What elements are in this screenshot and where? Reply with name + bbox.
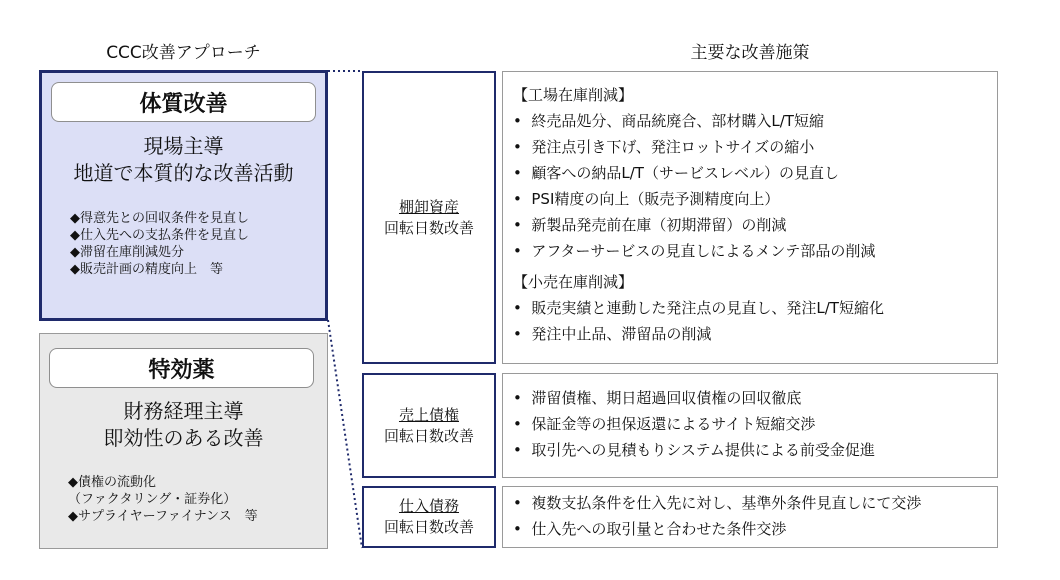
measures-payables	[502, 486, 998, 548]
measures-inventory	[502, 71, 998, 364]
category-receivables	[362, 373, 496, 478]
bullet-item: ◆債権の流動化	[68, 475, 156, 490]
measure-line: • 発注点引き下げ、発注ロットサイズの縮小	[513, 138, 815, 156]
category-sublabel: 回転日数改善	[383, 518, 474, 536]
approach-structural-panel	[39, 70, 328, 321]
measures-receivables	[502, 373, 998, 478]
approach-quickfix-panel	[39, 333, 328, 549]
measure-line: • PSI精度の向上（販売予測精度向上）	[513, 190, 780, 208]
category-label: 売上債権	[398, 405, 459, 424]
bullet-item: ◆販売計画の精度向上 等	[70, 262, 223, 277]
measure-line: • 発注中止品、滞留品の削減	[513, 325, 712, 343]
bullet-item: ◆得意先との回収条件を見直し	[70, 211, 249, 226]
bullet-item: ◆サプライヤーファイナンス 等	[68, 509, 258, 524]
measure-line: 【工場在庫削減】	[513, 86, 634, 104]
measure-line: • 保証金等の担保返還によるサイト短縮交渉	[513, 415, 816, 433]
bullet-item: （ファクタリング・証券化）	[68, 492, 237, 507]
approach-structural-lead	[42, 133, 325, 187]
connector-bottom	[328, 320, 362, 548]
lead-line: 地道で本質的な改善活動	[73, 161, 294, 185]
measure-line: • 複数支払条件を仕入先に対し、基準外条件見直しにて交渉	[513, 494, 922, 512]
measure-line: 【小売在庫削減】	[513, 273, 634, 291]
measure-line: • 取引先への見積もりシステム提供による前受金促進	[513, 441, 875, 459]
measure-line: • 終売品処分、商品統廃合、部材購入L/T短縮	[513, 112, 824, 130]
lead-line: 即効性のある改善	[103, 426, 264, 450]
category-label: 棚卸資産	[398, 197, 459, 216]
measure-line: • 新製品発売前在庫（初期滞留）の削減	[513, 216, 787, 234]
approach-quickfix-bullets	[68, 474, 258, 525]
category-sublabel: 回転日数改善	[383, 218, 474, 237]
category-inventory	[362, 71, 496, 364]
measure-line: • 販売実績と連動した発注点の見直し、発注L/T短縮化	[513, 299, 884, 317]
bullet-item: ◆滞留在庫削減処分	[70, 245, 184, 260]
approach-structural-title: 体質改善	[51, 82, 316, 122]
lead-line: 財務経理主導	[123, 399, 244, 423]
approach-structural-bullets	[70, 210, 249, 278]
lead-line: 現場主導	[143, 134, 224, 158]
bullet-item: ◆仕入先への支払条件を見直し	[70, 228, 249, 243]
category-label: 仕入債務	[398, 497, 459, 515]
measure-line: • 仕入先への取引量と合わせた条件交渉	[513, 520, 787, 538]
category-sublabel: 回転日数改善	[383, 426, 474, 445]
approach-quickfix-lead	[40, 398, 327, 452]
measure-line: • アフターサービスの見直しによるメンテ部品の削減	[513, 242, 876, 260]
approach-quickfix-title: 特効薬	[49, 348, 314, 388]
right-heading: 主要な改善施策	[690, 43, 810, 63]
measure-line: • 顧客への納品L/T（サービスレベル）の見直し	[513, 164, 839, 182]
category-payables	[362, 486, 496, 548]
measure-line: • 滞留債権、期日超過回収債権の回収徹底	[513, 389, 802, 407]
left-heading: CCC改善アプローチ	[106, 43, 261, 63]
